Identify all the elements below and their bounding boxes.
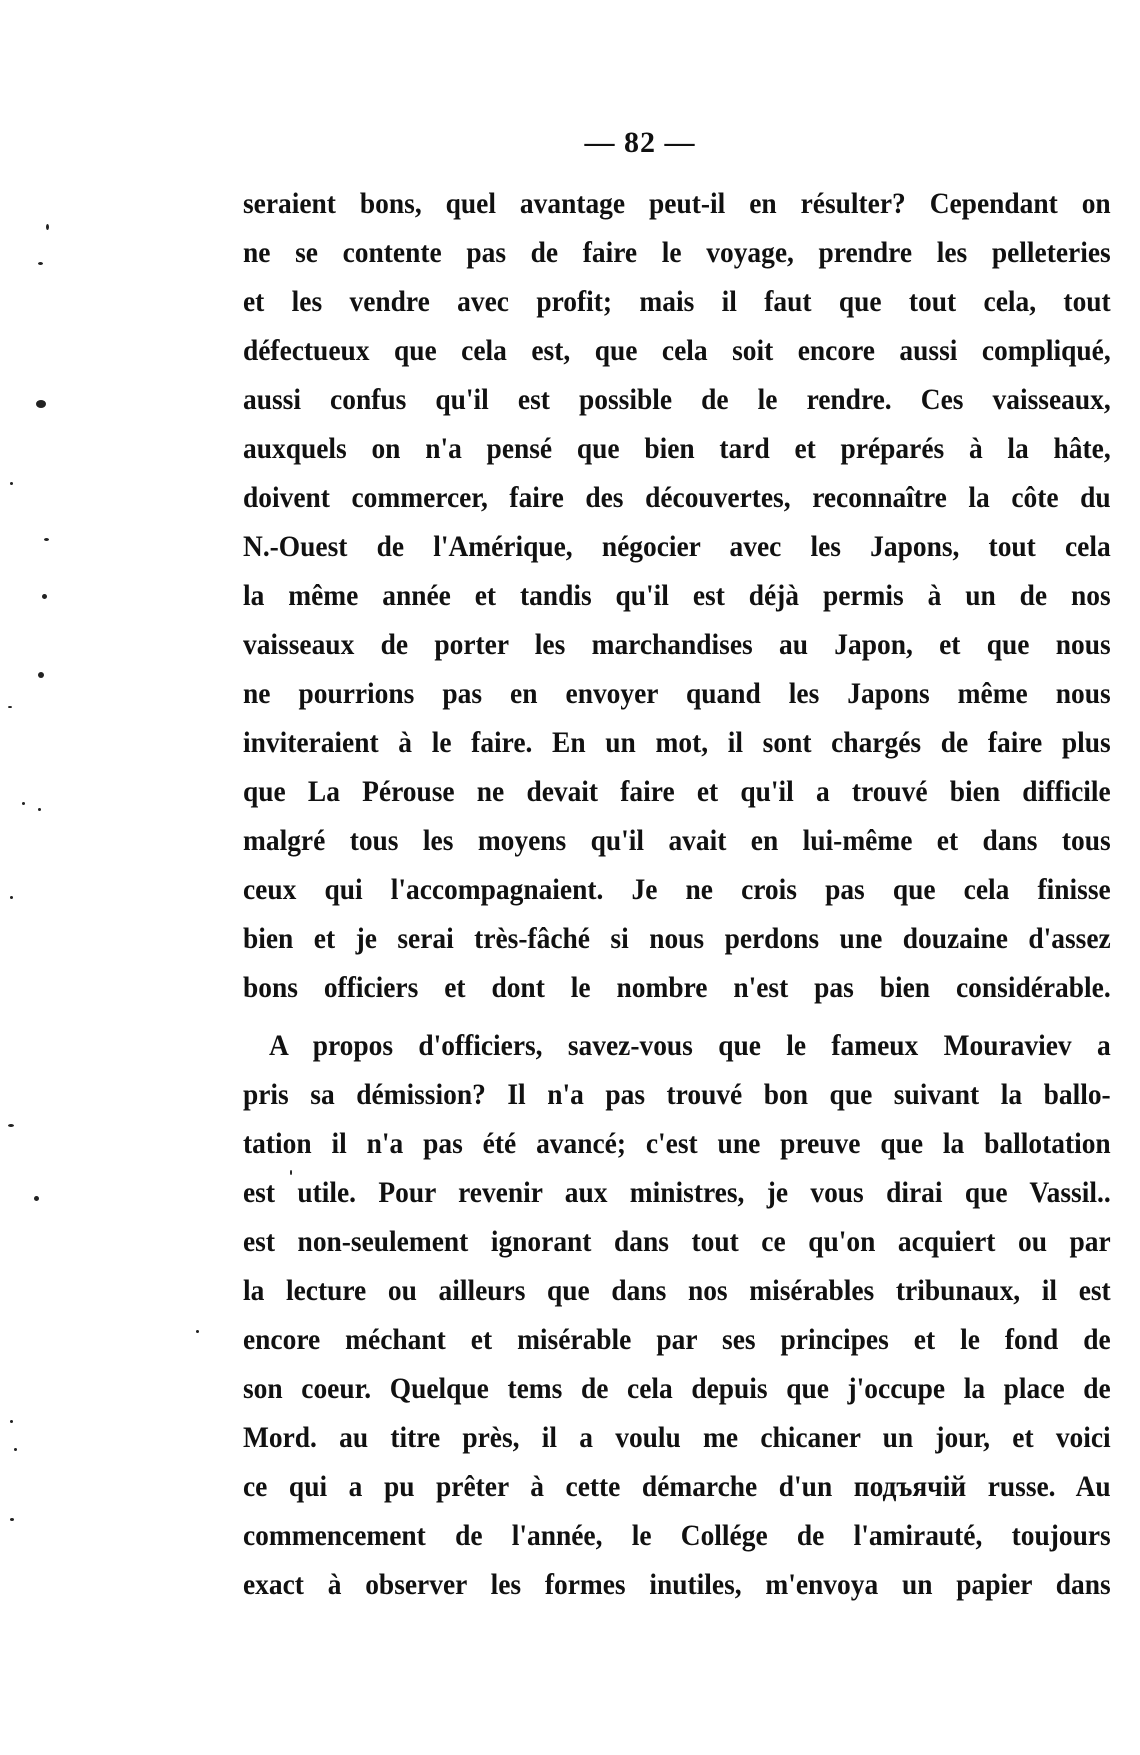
scan-speck [8, 706, 12, 708]
text-line: ceux qui l'accompagnaient. Je ne crois pas que cela finisse [243, 874, 1111, 906]
text-line: Mord. au titre près, il a voulu me chicaner un jour, et voici [243, 1422, 1111, 1454]
scan-speck [8, 1124, 14, 1127]
page-number: — 82 — [584, 126, 696, 159]
scan-speck [46, 224, 49, 230]
paragraph-spacer [243, 1013, 1111, 1022]
text-line: A propos d'officiers, savez-vous que le fameux Mouraviev a [269, 1030, 1111, 1062]
text-line: encore méchant et misérable par ses principes et le fond de [243, 1324, 1111, 1356]
scan-speck [14, 1448, 17, 1451]
text-line: son coeur. Quelque tems de cela depuis que j'occupe la place de [243, 1373, 1111, 1405]
text-line: tation il n'a pas été avancé; c'est une preuve que la ballotation [243, 1128, 1111, 1160]
scan-speck [22, 802, 25, 805]
text-line: ne pourrions pas en envoyer quand les Japons même nous [243, 678, 1111, 710]
text-line: exact à observer les formes inutiles, m'envoya un papier dans [243, 1569, 1111, 1601]
text-line: seraient bons, quel avantage peut-il en résulter? Cependant on [243, 188, 1111, 220]
text-line: la lecture ou ailleurs que dans nos misérables tribunaux, il est [243, 1275, 1111, 1307]
paragraph-1 [243, 180, 1111, 1013]
scan-speck [196, 1330, 199, 1333]
scan-speck [34, 1196, 39, 1201]
text-line: aussi confus qu'il est possible de le rendre. Ces vaisseaux, [243, 384, 1111, 416]
scan-speck [38, 262, 43, 265]
text-line: ce qui a pu prêter à cette démarche d'un подъячiй russe. Au [243, 1471, 1111, 1503]
scan-speck [38, 808, 41, 811]
text-line: inviteraient à le faire. En un mot, il sont chargés de faire plus [243, 727, 1111, 759]
text-line: et les vendre avec profit; mais il faut que tout cela, tout [243, 286, 1111, 318]
scan-speck [38, 672, 44, 678]
body-text [243, 180, 1111, 1610]
text-line: bien et je serai très-fâché si nous perdons une douzaine d'assez [243, 923, 1111, 955]
text-line: que La Pérouse ne devait faire et qu'il a trouvé bien difficile [243, 776, 1111, 808]
text-line: pris sa démission? Il n'a pas trouvé bon que suivant la ballo- [243, 1079, 1111, 1111]
text-line: est utile. Pour revenir aux ministres, je vous dirai que Vassil.. [243, 1177, 1111, 1209]
scan-speck [10, 482, 13, 485]
text-line: défectueux que cela est, que cela soit encore aussi compliqué, [243, 335, 1111, 367]
text-line: bons officiers et dont le nombre n'est pas bien considérable. [243, 972, 1111, 1004]
text-line: malgré tous les moyens qu'il avait en lui-même et dans tous [243, 825, 1111, 857]
scan-speck [44, 538, 49, 541]
paragraph-2 [243, 1022, 1111, 1610]
scan-speck [10, 1518, 14, 1521]
text-line: commencement de l'année, le Collége de l'amirauté, toujours [243, 1520, 1111, 1552]
text-line: la même année et tandis qu'il est déjà permis à un de nos [243, 580, 1111, 612]
scan-speck [10, 896, 13, 899]
text-line: doivent commercer, faire des découvertes, reconnaître la côte du [243, 482, 1111, 514]
scan-speck [10, 1420, 13, 1423]
text-line: vaisseaux de porter les marchandises au Japon, et que nous [243, 629, 1111, 661]
scan-speck [42, 594, 47, 599]
scan-speck [36, 400, 46, 408]
text-line: N.-Ouest de l'Amérique, négocier avec les Japons, tout cela [243, 531, 1111, 563]
scan-speck [290, 1170, 292, 1175]
text-line: auxquels on n'a pensé que bien tard et préparés à la hâte, [243, 433, 1111, 465]
text-line: est non-seulement ignorant dans tout ce qu'on acquiert ou par [243, 1226, 1111, 1258]
text-line: ne se contente pas de faire le voyage, prendre les pelleteries [243, 237, 1111, 269]
